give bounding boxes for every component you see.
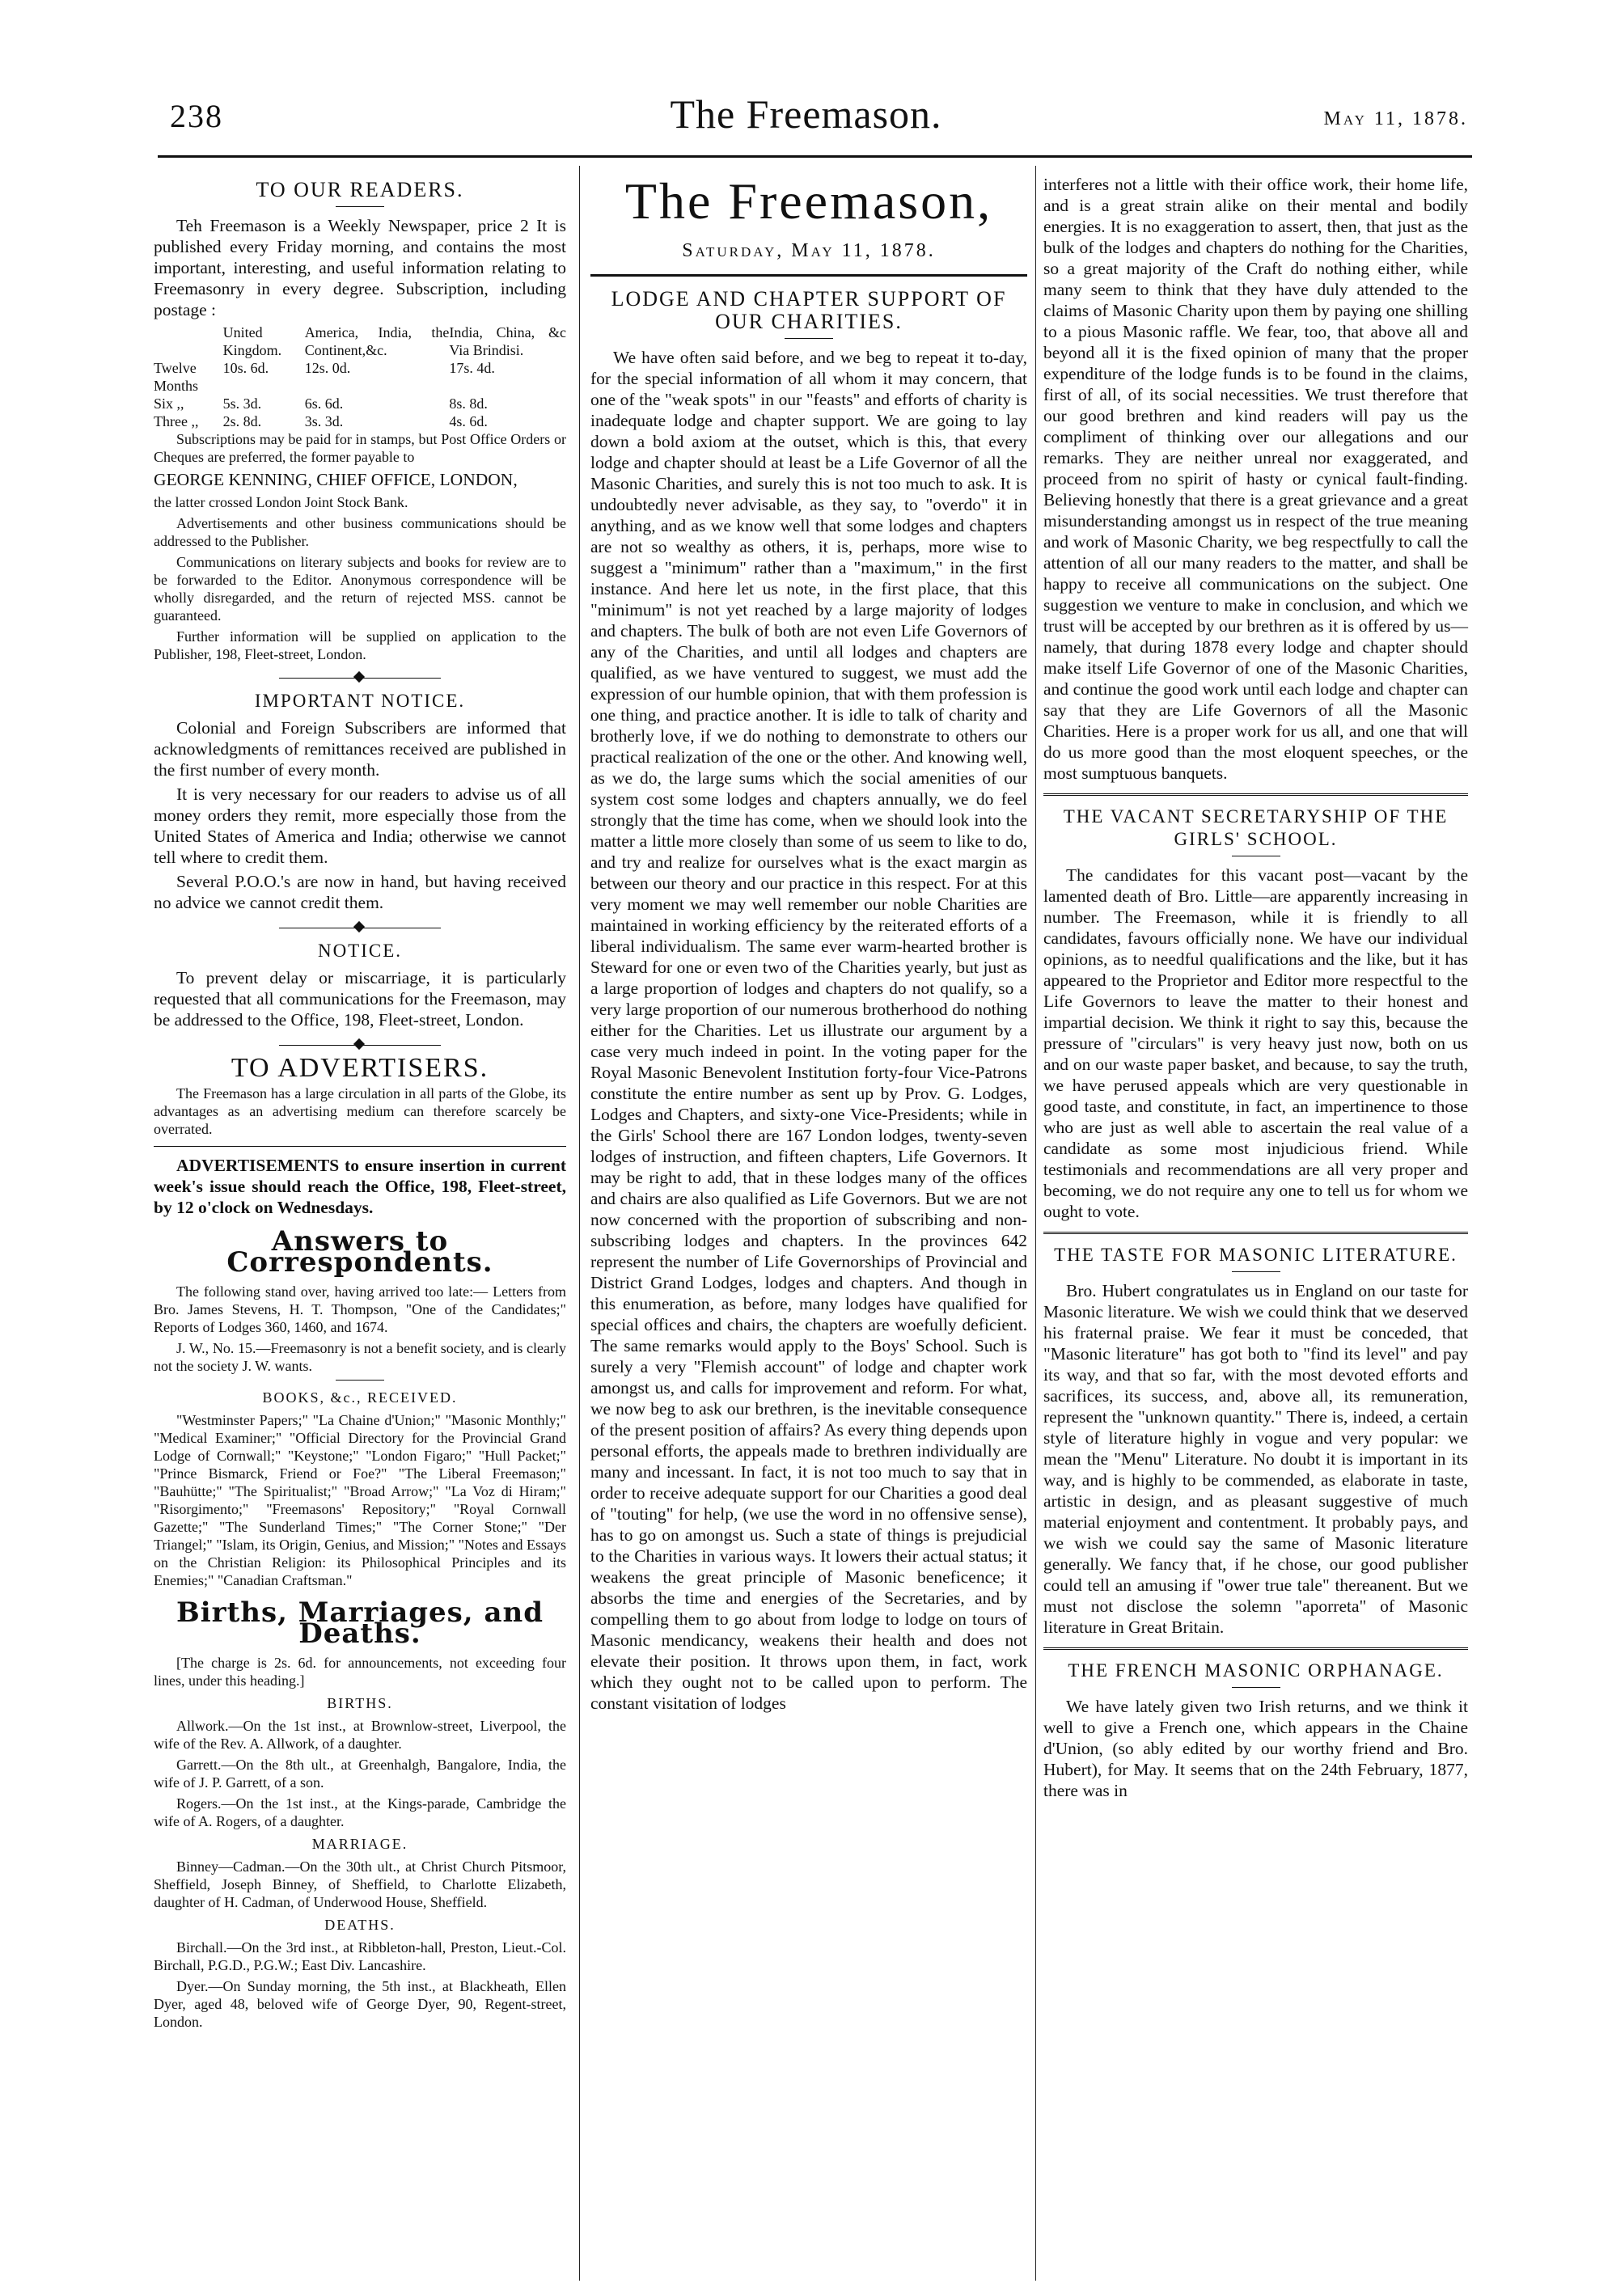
readers-advertisements: Advertisements and other business communications should be addressed to the Publisher. xyxy=(154,515,566,549)
divider xyxy=(1043,1647,1468,1650)
table-cell: 3s. 3d. xyxy=(304,413,344,429)
readers-intro: Teh Freemason is a Weekly Newspaper, price 2 It is published every Friday morning, and contains the most important, interesting, and useful information relating to Freemasonry in every degree. Subscription, including postage : xyxy=(154,216,566,319)
answers-heading: Answers to Correspondents. xyxy=(226,1225,493,1279)
marriage-entry: Binney—Cadman.—On the 30th ult., at Christ Church Pitsmoor, Sheffield, Joseph Binney, of Sheffield, to Charlotte Elizabeth, daughter of H. Cadman, of Underwood House, Sheffield. xyxy=(154,1858,566,1910)
readers-heading: TO OUR READERS. xyxy=(256,178,464,201)
issue-date: May 11, 1878. xyxy=(1323,108,1468,129)
table-cell: 6s. 6d. xyxy=(304,395,344,412)
table-cell: 2s. 8d. xyxy=(222,413,262,429)
table-row xyxy=(154,323,566,359)
vacant-body: The candidates for this vacant post—vacant by the lamented death of Bro. Little—are apparently increasing in number. The Freemason, while it is friendly to all candidates, favours officially none. We have our individual opinions, as to needful qualifications and the like, but it has appeared to the Proprietor and Editor more respectful to the Life Governors to leave the matter to their honest and impartial decision. We think it right to say this, because the pressure of "circulars" is very heavy just now, both on us and on our waste paper basket, and because, to say the truth, we have perused appeals which are very questionable in good taste, and constitute, in fact, an impertinence to those who are just as well able to ascertain the real value of a candidate as some most injudicious friend. While testimonials and recommendations are all very proper and becoming, we do not require any one to tell us for whom we ought to vote. xyxy=(1043,865,1468,1221)
books-heading: BOOKS, &c., RECEIVED. xyxy=(262,1389,458,1406)
article-heading: LODGE AND CHAPTER SUPPORT OF OUR CHARITIES. xyxy=(611,287,1007,333)
top-rule xyxy=(158,155,1472,158)
article-continuation: interferes not a little with their office work, their home life, and is a great strain alike on their mental and bodily energies. It is no exaggeration to assert, then, that just as the bulk of the lodges and chapters do nothing for the Charities, so a great majority of the Craft do nothing either, while many seem to think that they have duly attended to the claims of Masonic Charity upon them by paying one shilling to a pious Masonic raffle. We fear, too, that above all and beyond all it is the fixed opinion of many that the proper expenditure of the lodge funds is to be found in the claims, first of all, of its social necessities. We trust therefore that our good brethren and kind readers will pay us the compliment of thinking over our allegations and our remarks. They are neither unreal nor exaggerated, and proceed from no spirit of hasty or cynical fault-finding. Believing honestly that there is a great grievance and a great misunderstanding amongst us in respect of the true meaning and work of Masonic Charity, we beg respectfully to call the attention of all our many readers to the matter, and shall be happy to receive all communications on the subject. One suggestion we venture to make in conclusion, and which we trust will be accepted by our brethren as it is offered by us—namely, that during 1878 every lodge and chapter should make itself Life Governor of one of the Masonic Charities, and continue the good work until each lodge and chapter can say that they are Life Governors of all the Masonic Charities. Here is a proper work for us all, and one that will do us more good than the most eloquent speeches, or the most sumptuous banquets. xyxy=(1043,175,1468,783)
table-cell: America, India, the Continent,&c. xyxy=(304,324,450,358)
answers-p2: J. W., No. 15.—Freemasonry is not a benefit society, and is clearly not the society J. W. wants. xyxy=(154,1340,566,1374)
readers-address: GEORGE KENNING, CHIEF OFFICE, LONDON, xyxy=(154,470,518,489)
vacant-heading: THE VACANT SECRETARYSHIP OF THE GIRLS' SCHOOL. xyxy=(1063,806,1449,849)
table-cell: 5s. 3d. xyxy=(222,395,262,412)
table-cell: Three ,, xyxy=(154,413,199,429)
books-list: "Westminster Papers;" "La Chaine d'Union;" "Masonic Monthly;" "Medical Examiner;" "Official Directory for the Provincial Grand Lodge of Cornwall;" "Keystone;" "London Figaro;" "Hull Packet;" "Prince Bismarck, Friend or Foe?" "The Liberal Freemason;" "Bauhütte;" "The Spiritualist;" "Broad Arrow;" "La Voz di Hiram;" "Risorgimento;" "Freemasons' Repository;" "Royal Cornwall Gazette;" "The Sunderland Times;" "The Corner Stone;" "Der Triangel;" "Islam, its Origin, Genius, and Mission;" "Notes and Essays on the Christian Religion: its Philosophical Principles and its Enemies;" "Canadian Craftsman." xyxy=(154,1412,566,1588)
masthead xyxy=(0,91,1612,162)
divider xyxy=(590,274,1027,277)
table-cell: 4s. 6d. xyxy=(449,413,488,429)
advertisers-heading: TO ADVERTISERS. xyxy=(231,1053,489,1083)
births-heading: BIRTHS. xyxy=(327,1695,393,1711)
bmd-note: [The charge is 2s. 6d. for announcements, not exceeding four lines, under this heading.] xyxy=(154,1655,566,1689)
table-cell: 10s. 6d. xyxy=(222,360,269,376)
death-entry: Dyer.—On Sunday morning, the 5th inst., at Blackheath, Ellen Dyer, aged 48, beloved wife of George Dyer, 90, Regent-street, London. xyxy=(154,1978,566,2030)
ornament-rule xyxy=(279,1045,441,1046)
readers-payment: Subscriptions may be paid for in stamps, but Post Office Orders or Cheques are preferred, the former payable to xyxy=(154,431,566,465)
notice-heading: NOTICE. xyxy=(317,941,403,961)
birth-entry: Garrett.—On the 8th ult., at Greenhalgh, Bangalore, India, the wife of J. P. Garrett, of a son. xyxy=(154,1757,566,1791)
column-right xyxy=(1043,174,1468,1804)
important-notice-p3: Several P.O.O.'s are now in hand, but having received no advice we cannot credit them. xyxy=(154,872,566,912)
divider xyxy=(1043,1232,1468,1234)
divider xyxy=(1232,1687,1280,1688)
birth-entry: Rogers.—On the 1st inst., at the Kings-parade, Cambridge the wife of A. Rogers, of a daughter. xyxy=(154,1795,566,1829)
answers-p1: The following stand over, having arrived too late:— Letters from Bro. James Stevens, H. T. Thompson, "One of the Candidates;" Reports of Lodges 360, 1460, and 1674. xyxy=(154,1283,566,1335)
ornament-rule xyxy=(279,678,441,679)
table-row xyxy=(154,359,566,395)
important-notice-p1: Colonial and Foreign Subscribers are informed that acknowledgments of remittances received are published in the first number of every month. xyxy=(154,718,566,780)
running-title: The Freemason. xyxy=(670,91,942,137)
death-entry: Birchall.—On the 3rd inst., at Ribbleton-hall, Preston, Lieut.-Col. Birchall, P.G.D., P.G.W.; East Div. Lancashire. xyxy=(154,1939,566,1973)
table-cell xyxy=(154,323,223,359)
table-row xyxy=(154,395,566,412)
birth-entry: Allwork.—On the 1st inst., at Brownlow-street, Liverpool, the wife of the Rev. A. Allwork, of a daughter. xyxy=(154,1718,566,1752)
readers-communications: Communications on literary subjects and books for review are to be forwarded to the Editor. Anonymous correspondence will be wholly disregarded, and the return of rejected MSS. cannot be guaranteed. xyxy=(154,554,566,624)
french-body: We have lately given two Irish returns, and we think it well to give a French one, which appears in the Chaine d'Union, (so ably edited by our worthy friend and Bro. Hubert), for May. It seems that on the 24th February, 1877, there was in xyxy=(1043,1697,1468,1800)
table-cell: 12s. 0d. xyxy=(304,360,351,376)
table-row xyxy=(154,412,566,430)
taste-heading: THE TASTE FOR MASONIC LITERATURE. xyxy=(1054,1245,1458,1265)
column-divider xyxy=(1035,166,1036,2281)
advertisers-p2: ADVERTISEMENTS to ensure insertion in current week's issue should reach the Office, 198, Fleet-street, by 12 o'clock on Wednesdays. xyxy=(154,1156,566,1217)
important-notice-p2: It is very necessary for our readers to advise us of all money orders they remit, more especially those from the United States of America and India; otherwise we cannot tell where to credit them. xyxy=(154,784,566,867)
column-middle xyxy=(590,174,1027,1717)
marriage-heading: MARRIAGE. xyxy=(311,1836,408,1852)
column-divider xyxy=(579,166,580,2281)
subscription-table xyxy=(154,323,566,430)
french-heading: THE FRENCH MASONIC ORPHANAGE. xyxy=(1068,1660,1444,1681)
deaths-heading: DEATHS. xyxy=(324,1917,396,1933)
table-cell: United Kingdom. xyxy=(222,324,282,358)
divider xyxy=(336,1380,384,1381)
table-cell: India, China, &c Via Brindisi. xyxy=(449,324,566,358)
page-number: 238 xyxy=(170,98,223,134)
article-body: We have often said before, and we beg to repeat it to-day, for the special information of all whom it may concern, that one of the "weak spots" in our "feasts" and efforts of charity is inadequate lodge and chapter support. We are going to lay down a bold axiom at the outset, which is this, that every lodge and chapter should at least be a Life Governor of all the Masonic Charities, and surely this is not too much to ask. It is undoubtedly never advisable, as they say, to "overdo" it in anything, and as we know well that some lodges and chapters are not so wealthy as others, it is, perhaps, more wise to suggest a "minimum" rather than a "maximum," in the first instance. And here let us note, in the first place, that this "minimum" is not yet reached by a large majority of lodges and chapters. The bulk of both are not even Life Governors of any of the Charities, and until all lodges and chapters are qualified, as we have ventured to suggest, we must add the expression of our humble opinion, that with them profession is one thing, and practice another. It is idle to talk of charity and brotherly love, if we do nothing to demonstrate to others our practical realization of the one or the other. And knowing well, as we do, the large sums which the social amenities of our system cost some lodges and chapters annually, we do feel strongly that the time has come, when we should look into the matter a little more closely than some of us seem to like to do, and try and realize for ourselves what is the exact margin as between our theory and our practice in this respect. For at this very moment we may well remember our noble Charities are maintained in working efficiency by the reiterated efforts of a liberal individualism. The same ever warm-hearted brother is Steward for one or even two of the Charities yearly, but just as a large proportion of lodges and chapters do not qualify, so a very large proportion of our numerous brotherhood do nothing either for the Charities. Let us illustrate our argument by a case very much indeed in point. In the voting paper for the Royal Masonic Benevolent Institution forty-four Vice-Patrons constitute the entire number as sent up by Prov. G. Lodges, Lodges and Chapters, and sixty-one Vice-Presidents; while in the Girls' School there are 167 London lodges, twenty-seven lodges of instruction, and fifteen chapters, Life Governors. It may be right to add, that in these lodges many of the offices and chairs are also qualified as Life Governors. But we are not now concerned with the proportion of subscribing and non-subscribing lodges and chapters. In the provinces 642 represent the number of Life Governorships of Provincial and District Grand Lodges, lodges and chapters. And though in this enumeration, as before, many lodges have qualified for special offices and chairs, the chapters are woefully deficient. The same remarks would apply to the Boys' School. Such is surely a very "Flemish account" of lodge and chapter work amongst us, and calls for improvement and reform. For what, we now beg to ask our brethren, is the inevitable consequence of the present position of affairs? As every thing depends upon personal efforts, the appeals made to brethren individually are many and incessant. In fact, it is not too much to say that in order to receive adequate support for our Charities a good deal of "touting" for help, (we use the word in no offensive sense), has to go on amongst us. Such a state of things is prejudicial to the Charities in various ways. It lowers their actual status; it weakens the great principle of Masonic beneficence; it absorbs the time and energies of the Secretaries, and by compelling them to go about from lodge to lodge on tours of Masonic mendicancy, weakens their health and does not elevate their position. It throws upon them, in fact, work which they ought not to be called upon to perform. The constant visitation of lodges xyxy=(590,348,1027,1713)
column-left xyxy=(154,174,566,2034)
table-cell: Six ,, xyxy=(154,395,184,412)
important-notice-heading: IMPORTANT NOTICE. xyxy=(254,691,466,711)
taste-body: Bro. Hubert congratulates us in England on our taste for Masonic literature. We wish we could think that we deserved his fraternal praise. We fear it must be conceded, that "Masonic literature" has got both to "find its level" and pay its way, and that so far, with the most devoted efforts and sacrifices, its success, and, above all, its remuneration, represent the "unknown quantity." There is, indeed, a certain style of literature highly in vogue and very popular: we mean the "Menu" Literature. No doubt it is important in its way, and is highly to be commended, as elaborate in taste, artistic in design, and as pleasant suggestive of much material enjoyment and contentment. It probably pays, and we wish we could say the same of Masonic literature generally. We fancy that, if he chose, our good publisher could tell an amusing if "ower true tale" thereanent. But we must not disclose the solemn "aporreta" of Masonic literature in Great Britain. xyxy=(1043,1281,1468,1637)
notice-p1: To prevent delay or miscarriage, it is particularly requested that all communications for the Freemason, may be addressed to the Office, 198, Fleet-street, London. xyxy=(154,968,566,1030)
table-cell: 8s. 8d. xyxy=(449,395,488,412)
paper-title: The Freemason, xyxy=(624,172,993,230)
advertisers-p1: The Freemason has a large circulation in all parts of the Globe, its advantages as an advertising medium can therefore scarcely be overrated. xyxy=(154,1085,566,1137)
divider xyxy=(1232,1271,1280,1272)
readers-further-info: Further information will be supplied on application to the Publisher, 198, Fleet-street, London. xyxy=(154,628,566,662)
bmd-heading: Births, Marriages, and Deaths. xyxy=(176,1596,544,1650)
readers-bank: the latter crossed London Joint Stock Bank. xyxy=(154,494,408,510)
table-cell: 17s. 4d. xyxy=(449,360,495,376)
divider xyxy=(1043,793,1468,796)
divider xyxy=(154,1146,566,1147)
divider xyxy=(785,338,833,339)
table-cell: Twelve Months xyxy=(154,360,199,394)
divider xyxy=(336,206,384,207)
dateline: Saturday, May 11, 1878. xyxy=(682,240,936,261)
